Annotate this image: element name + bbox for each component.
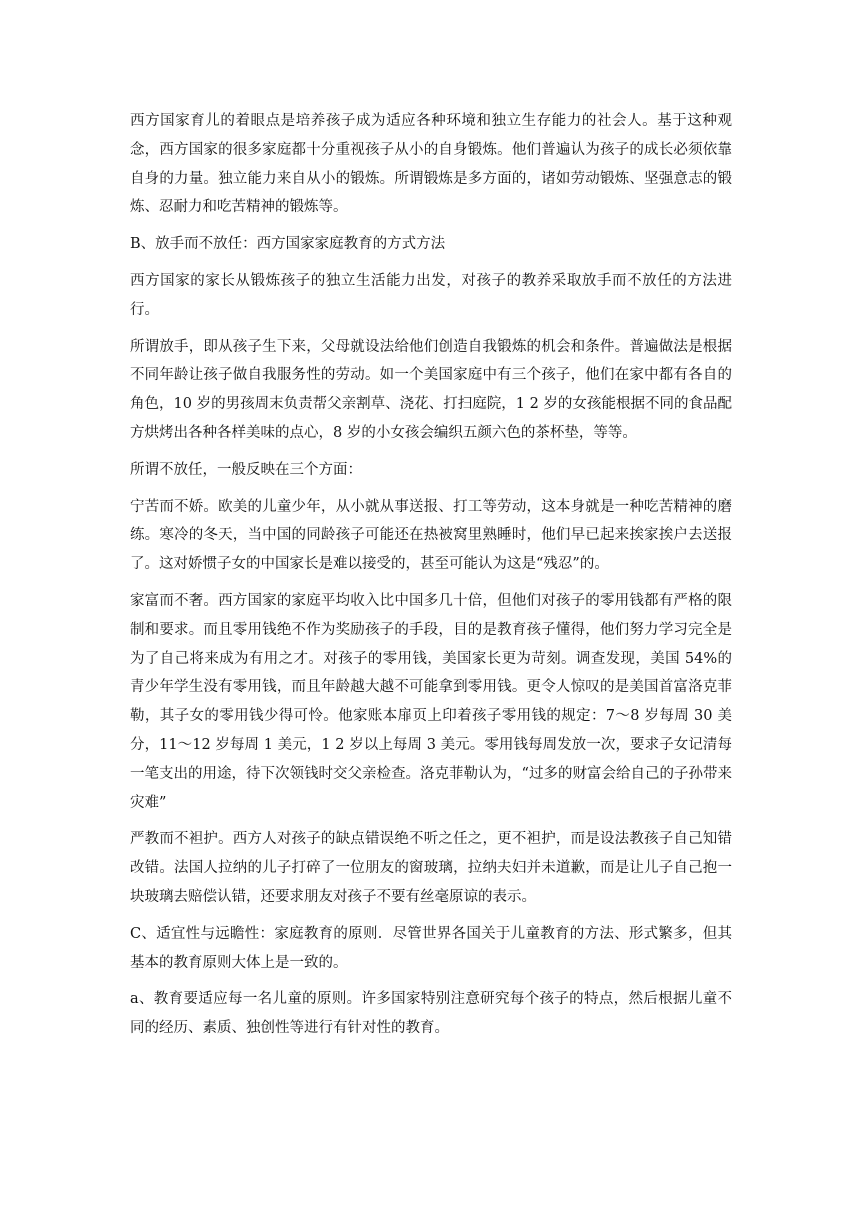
paragraph-principle-a: a、教育要适应每一名儿童的原则。许多国家特别注意研究每个孩子的特点，然后根据儿童不同的经历、素质、独创性等进行有针对性的教育。 — [130, 991, 732, 1037]
paragraph-intro: 西方国家育儿的着眼点是培养孩子成为适应各种环境和独立生存能力的社会人。基于这种观念，西方国家的很多家庭都十分重视孩子从小的自身锻炼。他们普遍认为孩子的成长必须依靠自身的力量。独立能力来自从小的锻炼。所谓锻炼是多方面的，诸如劳动锻炼、坚强意志的锻炼、忍耐力和吃苦精神的锻炼等。 — [130, 113, 732, 216]
paragraph-frugality: 家富而不奢。西方国家的家庭平均收入比中国多几十倍，但他们对孩子的零用钱都有严格的限制和要求。而且零用钱绝不作为奖励孩子的手段，目的是教育孩子懂得，他们努力学习完全是为了自己将来成为有用之才。对孩子的零用钱，美国家长更为苛刻。调查发现，美国 54%的青少年学生没有零用钱，而且年龄越大越不可能拿到零用钱。更令人惊叹的是美国首富洛克菲勒，其子女的零用钱少得可怜。他家账本扉页上印着孩子零用钱的规定：7～8 岁每周 30 美分，11～12 岁每周 1 美元，1 2 岁以上每周 3 美元。零用钱每周发放一次，要求子女记清每一笔支出的用途，待下次领钱时交父亲检查。洛克菲勒认为，“过多的财富会给自己的子孙带来灾难” — [130, 592, 732, 811]
paragraph-strictness: 严教而不袒护。西方人对孩子的缺点错误绝不听之任之，更不袒护，而是设法教孩子自己知错改错。法国人拉纳的儿子打碎了一位朋友的窗玻璃，拉纳夫妇并未道歉，而是让儿子自己抱一块玻璃去赔偿认错，还要求朋友对孩子不要有丝毫原谅的表示。 — [130, 831, 732, 905]
paragraph-letting-go: 所谓放手，即从孩子生下来，父母就设法给他们创造自我锻炼的机会和条件。普遍做法是根据不同年龄让孩子做自我服务性的劳动。如一个美国家庭中有三个孩子，他们在家中都有各自的角色，10 岁的男孩周末负责帮父亲割草、浇花、打扫庭院，1 2 岁的女孩能根据不同的食品配方烘烤出各种各样美味的点心，8 岁的小女孩会编织五颜六色的茶杯垫，等等。 — [130, 338, 732, 441]
document-body — [130, 107, 732, 1051]
paragraph-approach: 西方国家的家长从锻炼孩子的独立生活能力出发，对孩子的教养采取放手而不放任的方法进行。 — [130, 272, 732, 318]
paragraph-not-indulging: 所谓不放任，一般反映在三个方面： — [130, 461, 362, 478]
paragraph-hardship: 宁苦而不娇。欧美的儿童少年，从小就从事送报、打工等劳动，这本身就是一种吃苦精神的磨练。寒冷的冬天，当中国的同龄孩子可能还在热被窝里熟睡时，他们早已起来挨家挨户去送报了。这对娇惯子女的中国家长是难以接受的，甚至可能认为这是“残忍”的。 — [130, 498, 732, 573]
heading-b: B、放手而不放任：西方国家家庭教育的方式方法 — [130, 236, 446, 253]
heading-c: C、适宜性与远瞻性：家庭教育的原则．尽管世界各国关于儿童教育的方法、形式繁多，但其基本的教育原则大体上是一致的。 — [130, 925, 732, 971]
